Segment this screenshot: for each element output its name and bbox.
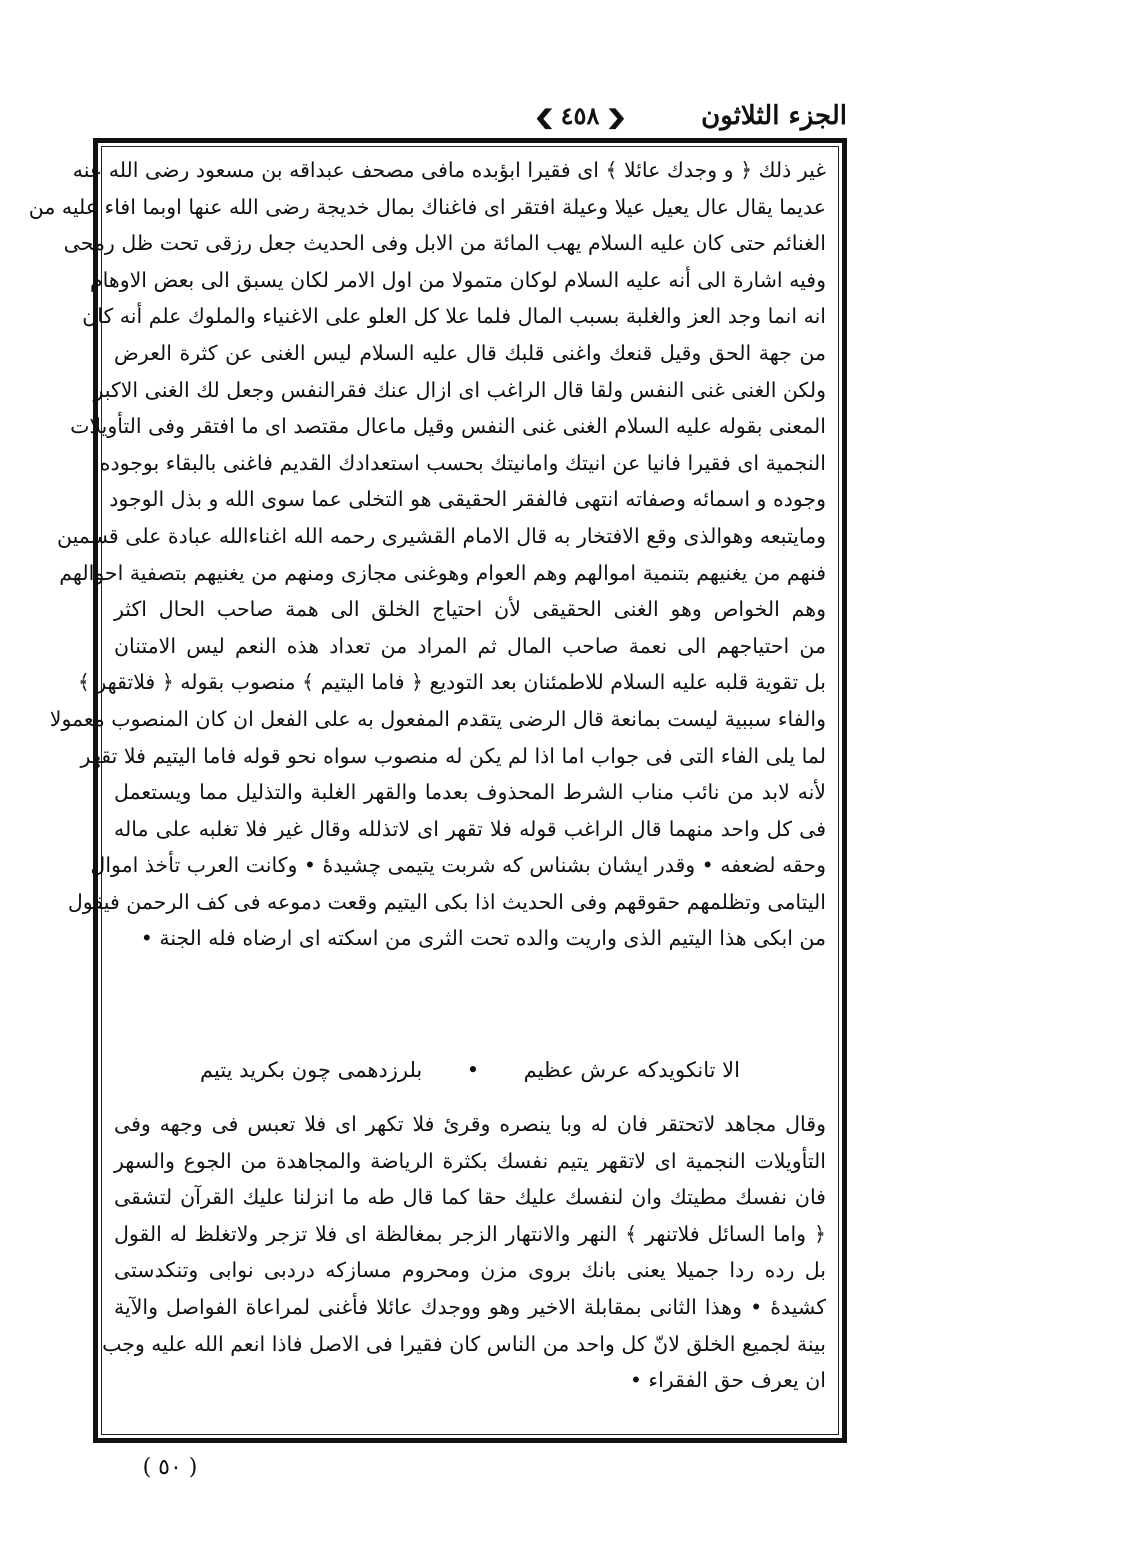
text-line: وهم الخواص وهو الغنى الحقيقى لأن احتياج الخلق الى همة صاحب الحال اكثر — [114, 597, 826, 622]
text-line: غير ذلك ﴿ و وجدك عائلا ﴾ اى فقيرا ابؤبده مافى مصحف عبداقه بن مسعود رضى الله عنه — [72, 158, 826, 182]
verse-hemistich-left: بلرزدهمى چون بكريد يتيم — [200, 1058, 423, 1082]
text-line: المعنى بقوله عليه السلام الغنى غنى النفس وقيل ماعال مقتصد اى ما افتقر وفى التأويلات — [70, 414, 826, 439]
text-line: وجوده و اسمائه وصفاته انتهى فالفقر الحقيقى هو التخلى عما سوى الله و بذل الوجود — [109, 487, 826, 512]
text-line: النجمية اى فقيرا فانيا عن انيتك وامانيتك بحسب استعدادك القديم فاغنى بالبقاء بوجوده — [99, 450, 826, 475]
text-line: من جهة الحق وقيل قنعك واغنى قلبك قال عليه السلام ليس الغنى عن كثرة العرض — [114, 340, 826, 365]
text-line: والفاء سببية ليست بمانعة قال الرضى يتقدم المفعول به على الفعل ان كان المنصوب معمولا — [49, 706, 826, 731]
main-text-block — [28, 152, 826, 957]
text-line: وفيه اشارة الى أنه عليه السلام لوكان متمولا من اول الامر لكان يسبق الى بعض الاوهام — [89, 267, 826, 292]
page-number-value: ٤٥٨ — [560, 101, 600, 130]
text-line: لما يلى الفاء التى فى جواب اما اذا لم يكن له منصوب سواه نحو قوله فاما اليتيم فلا تقهر — [80, 743, 826, 768]
verse-separator: • — [466, 1058, 480, 1082]
volume-title: الجزء الثلاثون — [701, 101, 847, 131]
text-line: لأنه لابد من نائب مناب الشرط المحذوف بعدما والقهر الغلبة والتذليل مما ويستعمل — [114, 780, 826, 805]
text-line: الغنائم حتى كان عليه السلام يهب المائة من الابل وفى الحديث جعل رزقى تحت ظل رمحى — [63, 231, 826, 256]
text-line: كشيدهٔ • وهذا الثانى بمقابلة الاخير وهو ووجدك عائلا فأغنى لمراعاة الفواصل والآية — [114, 1294, 826, 1319]
ornament-icon: ❮ — [605, 105, 627, 129]
text-line: وحقه لضعفه • وقدر ايشان بشناس كه شربت يتيمى چشيدهٔ • وكانت العرب تأخذ اموال — [90, 853, 826, 878]
ornament-icon: ❯ — [533, 105, 555, 129]
page-number — [520, 100, 640, 132]
text-line: التأويلات النجمية اى لاتقهر يتيم نفسك بكثرة الرياضة والمجاهدة من الجوع والسهر — [114, 1148, 826, 1173]
text-line: بينة لجميع الخلق لانّ كل واحد من الناس كان فقيرا فى الاصل فاذا انعم الله عليه وجب — [102, 1331, 826, 1356]
verse-hemistich-right: الا تانكويدكه عرش عظيم — [523, 1058, 740, 1082]
text-line: ان يعرف حق الفقراء • — [629, 1368, 826, 1393]
text-line: ولكن الغنى غنى النفس ولقا قال الراغب اى ازال عنك فقرالنفس وجعل لك الغنى الاكبر — [93, 377, 826, 402]
text-line: فنهم من يغنيهم بتنمية اموالهم وهم العوام وهوغنى مجازى ومنهم من يغنيهم بتصفية احوالهم — [59, 560, 826, 585]
text-line: من احتياجهم الى نعمة صاحب المال ثم المراد من تعداد هذه النعم ليس الامتنان — [114, 633, 826, 658]
secondary-text-block — [102, 1106, 826, 1399]
poetry-verse — [200, 1052, 740, 1088]
text-line: فان نفسك مطيتك وان لنفسك عليك حقا كما قال طه ما انزلنا عليك القرآن لتشقى — [114, 1185, 826, 1210]
text-line: ﴿ واما السائل فلاتنهر ﴾ النهر والانتهار الزجر بمغالظة اى فلا تزجر ولاتغلظ له القول — [114, 1221, 826, 1246]
text-line: وقال مجاهد لاتحتقر فان له وبا ينصره وقرئ فلا تكهر اى فلا تعبس فى وجهه وفى — [114, 1112, 826, 1136]
text-line: من ابكى هذا اليتيم الذى واريت والده تحت الثرى من اسكته اى ارضاه فله الجنة • — [140, 926, 826, 951]
text-line: بل رده ردا جميلا يعنى بانك بروى مزن ومحروم مسازكه دردبى نوابى وتنكدستى — [114, 1258, 826, 1283]
text-line: ومايتبعه وهوالذى وقع الافتخار به قال الامام القشيرى رحمه الله اغناءالله عبادة على قسمين — [56, 523, 826, 548]
text-line: بل تقوية قلبه عليه السلام للاطمئنان بعد التوديع ﴿ فاما اليتيم ﴾ منصوب بقوله ﴿ فلاتقهر ﴾ — [77, 670, 826, 695]
text-line: انه انما وجد العز والغلبة بسبب المال فلما علا كل العلو على الاغنياء والملوك علم أنه كان — [82, 304, 826, 329]
text-line: اليتامى وتظلمهم حقوقهم وفى الحديث اذا بكى اليتيم وقعت دموعه فى كف الرحمن فيقول — [67, 889, 826, 914]
text-line: عديما يقال عال يعيل عيلا وعيلة افتقر اى فاغناك بمال خديجة رضى الله عنها اوبما افاء عليه من — [28, 194, 826, 219]
text-line: فى كل واحد منهما قال الراغب قوله فلا تقهر اى لاتذلله وقال غير فلا تغلبه على ماله — [114, 816, 826, 841]
page-header — [95, 96, 847, 140]
signature-mark: ( ٥٠ ) — [142, 1455, 198, 1480]
